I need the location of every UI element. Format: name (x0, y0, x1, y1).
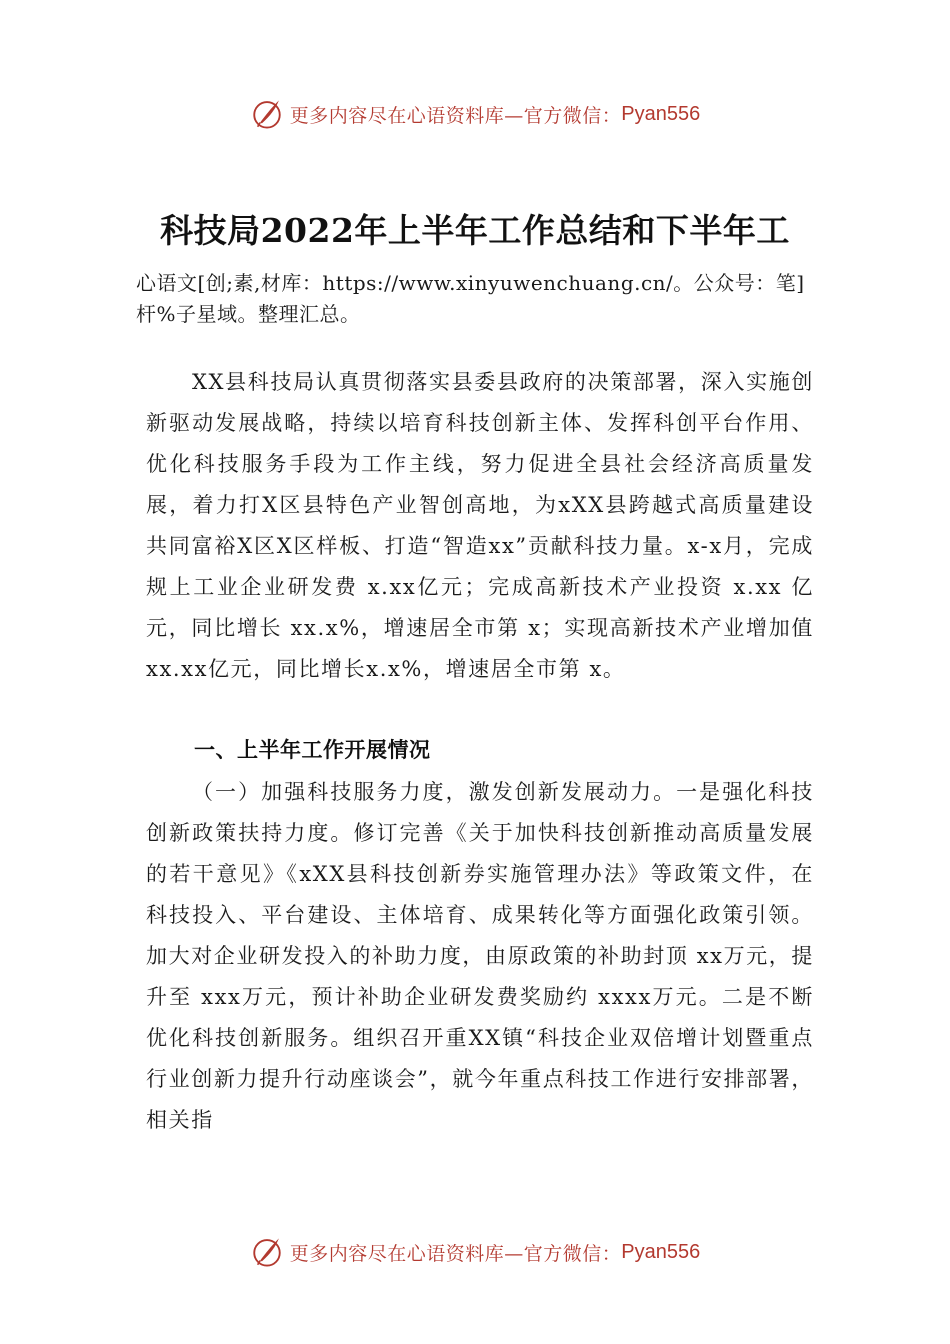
quill-pen-logo-icon (250, 97, 284, 131)
section-heading: 一、上半年工作开展情况 (194, 738, 431, 762)
banner-text: 更多内容尽在心语资料库—官方微信： (289, 104, 622, 127)
banner-wechat-id: Pyan556 (621, 1240, 701, 1263)
body-paragraph: （一）加强科技服务力度，激发创新发展动力。一是强化科技创新政策扶持力度。修订完善《关于加快科技创新推动高质量发展的若干意见》《xXX县科技创新券实施管理办法》等政策文件，在科技投入、平台建设、主体培育、成果转化等方面强化政策引领。加大对企业研发投入的补助力度，由原政策的补助封顶 xx万元，提升至 xxx万元，预计补助企业研发费奖励约 xxxx万元。二是不断优化科技创新服务。组织召开重XX镇“科技企业双倍增计划暨重点行业创新力提升行动座谈会”，就今年重点科技工作进行安排部署，相关指 (146, 780, 814, 1132)
document-title: 科技局2022年上半年工作总结和下半年工 (160, 211, 790, 250)
banner-text: 更多内容尽在心语资料库—官方微信： (289, 1242, 622, 1265)
banner-wechat-id: Pyan556 (621, 102, 701, 125)
source-note: 心语文[创;素,材库：https://www.xinyuwenchuang.cn/。公众号：笔]杆%子星域。整理汇总。 (136, 271, 805, 326)
header-banner (0, 94, 950, 134)
intro-paragraph: XX县科技局认真贯彻落实县委县政府的决策部署，深入实施创新驱动发展战略，持续以培育科技创新主体、发挥科创平台作用、优化科技服务手段为工作主线，努力促进全县社会经济高质量发展，着力打X区县特色产业智创高地，为xXX县跨越式高质量建设共同富裕X区X区样板、打造“智造xx”贡献科技力量。x-x月，完成规上工业企业研发费 x.xx亿元；完成高新技术产业投资 x.xx 亿元，同比增长 xx.x%，增速居全市第 x；实现高新技术产业增加值 xx.xx亿元，同比增长x.x%，增速居全市第 x。 (146, 370, 814, 681)
quill-pen-logo-icon (250, 1235, 284, 1269)
footer-banner (0, 1232, 950, 1272)
